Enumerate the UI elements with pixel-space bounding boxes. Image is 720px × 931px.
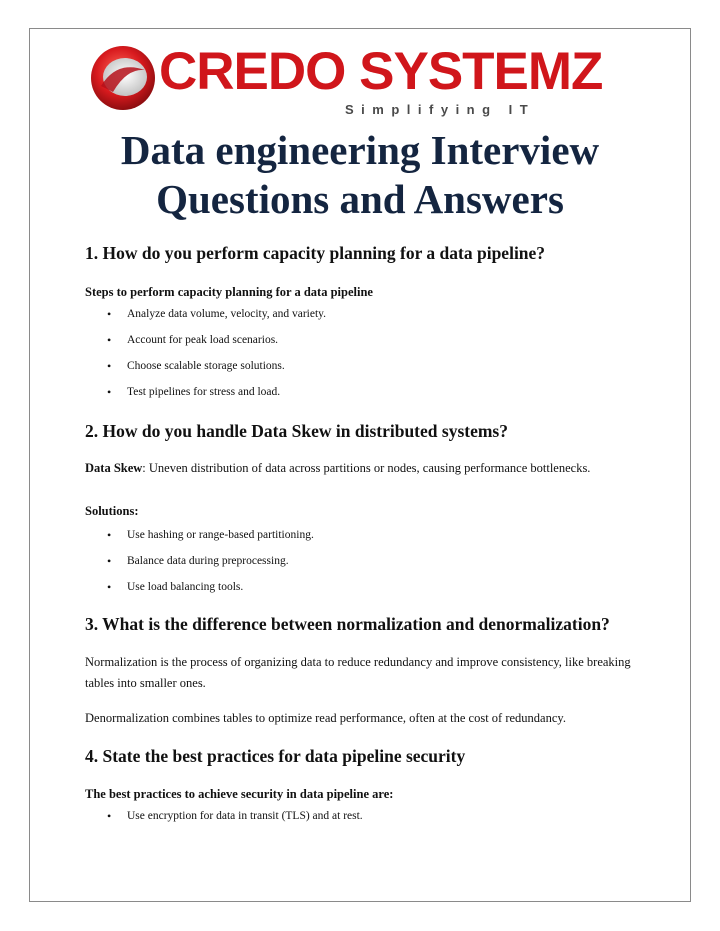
title-line-1: Data engineering Interview: [120, 127, 600, 173]
definition-term: Data Skew: [85, 461, 143, 475]
question-2-definition: [85, 458, 635, 479]
question-3-paragraph-2: Denormalization combines tables to optimize read performance, often at the cost of redundancy.: [85, 711, 566, 725]
question-1-subheading: Steps to perform capacity planning for a data pipeline: [85, 285, 373, 299]
bullet-icon: •: [107, 554, 112, 568]
logo-tagline: Simplifying IT: [345, 102, 536, 117]
question-1-bullet-list: [107, 307, 326, 411]
question-2-heading: 2. How do you handle Data Skew in distributed systems?: [85, 421, 508, 441]
list-item: • Analyze data volume, velocity, and variety.: [107, 307, 327, 321]
bullet-icon: •: [107, 333, 112, 347]
document-title: [60, 126, 660, 224]
company-logo: [87, 40, 603, 120]
list-item: • Use encryption for data in transit (TLS) and at rest.: [107, 809, 363, 823]
title-line-2: Questions and Answers: [156, 176, 564, 222]
bullet-icon: •: [107, 580, 112, 594]
question-2-bullet-list: [107, 528, 314, 606]
bullet-icon: •: [107, 359, 112, 373]
logo-wordmark: CREDO SYSTEMZ: [159, 42, 603, 101]
list-item: • Use load balancing tools.: [107, 580, 244, 594]
list-item: • Balance data during preprocessing.: [107, 554, 289, 568]
bullet-icon: •: [107, 528, 112, 542]
bullet-icon: •: [107, 385, 112, 399]
question-3-heading: 3. What is the difference between normalization and denormalization?: [85, 614, 610, 634]
list-item: • Use hashing or range-based partitioning.: [107, 528, 314, 542]
question-1-heading: 1. How do you perform capacity planning for a data pipeline?: [85, 243, 546, 263]
list-item: • Account for peak load scenarios.: [107, 333, 279, 347]
bullet-icon: •: [107, 809, 112, 823]
logo-swirl-icon: [87, 40, 159, 112]
question-4-bullet-list: [107, 809, 363, 835]
definition-text: : Uneven distribution of data across partitions or nodes, causing performance bottlenecks.: [142, 461, 591, 475]
list-item: • Choose scalable storage solutions.: [107, 359, 285, 373]
list-item: • Test pipelines for stress and load.: [107, 385, 281, 399]
question-3-paragraph-1: Normalization is the process of organizing data to reduce redundancy and improve consistency, like breaking tables into smaller ones.: [85, 655, 631, 690]
question-2-subheading: Solutions:: [85, 504, 139, 518]
bullet-icon: •: [107, 307, 112, 321]
question-4-subheading: The best practices to achieve security in data pipeline are:: [85, 787, 394, 801]
question-4-heading: 4. State the best practices for data pipeline security: [85, 746, 466, 766]
